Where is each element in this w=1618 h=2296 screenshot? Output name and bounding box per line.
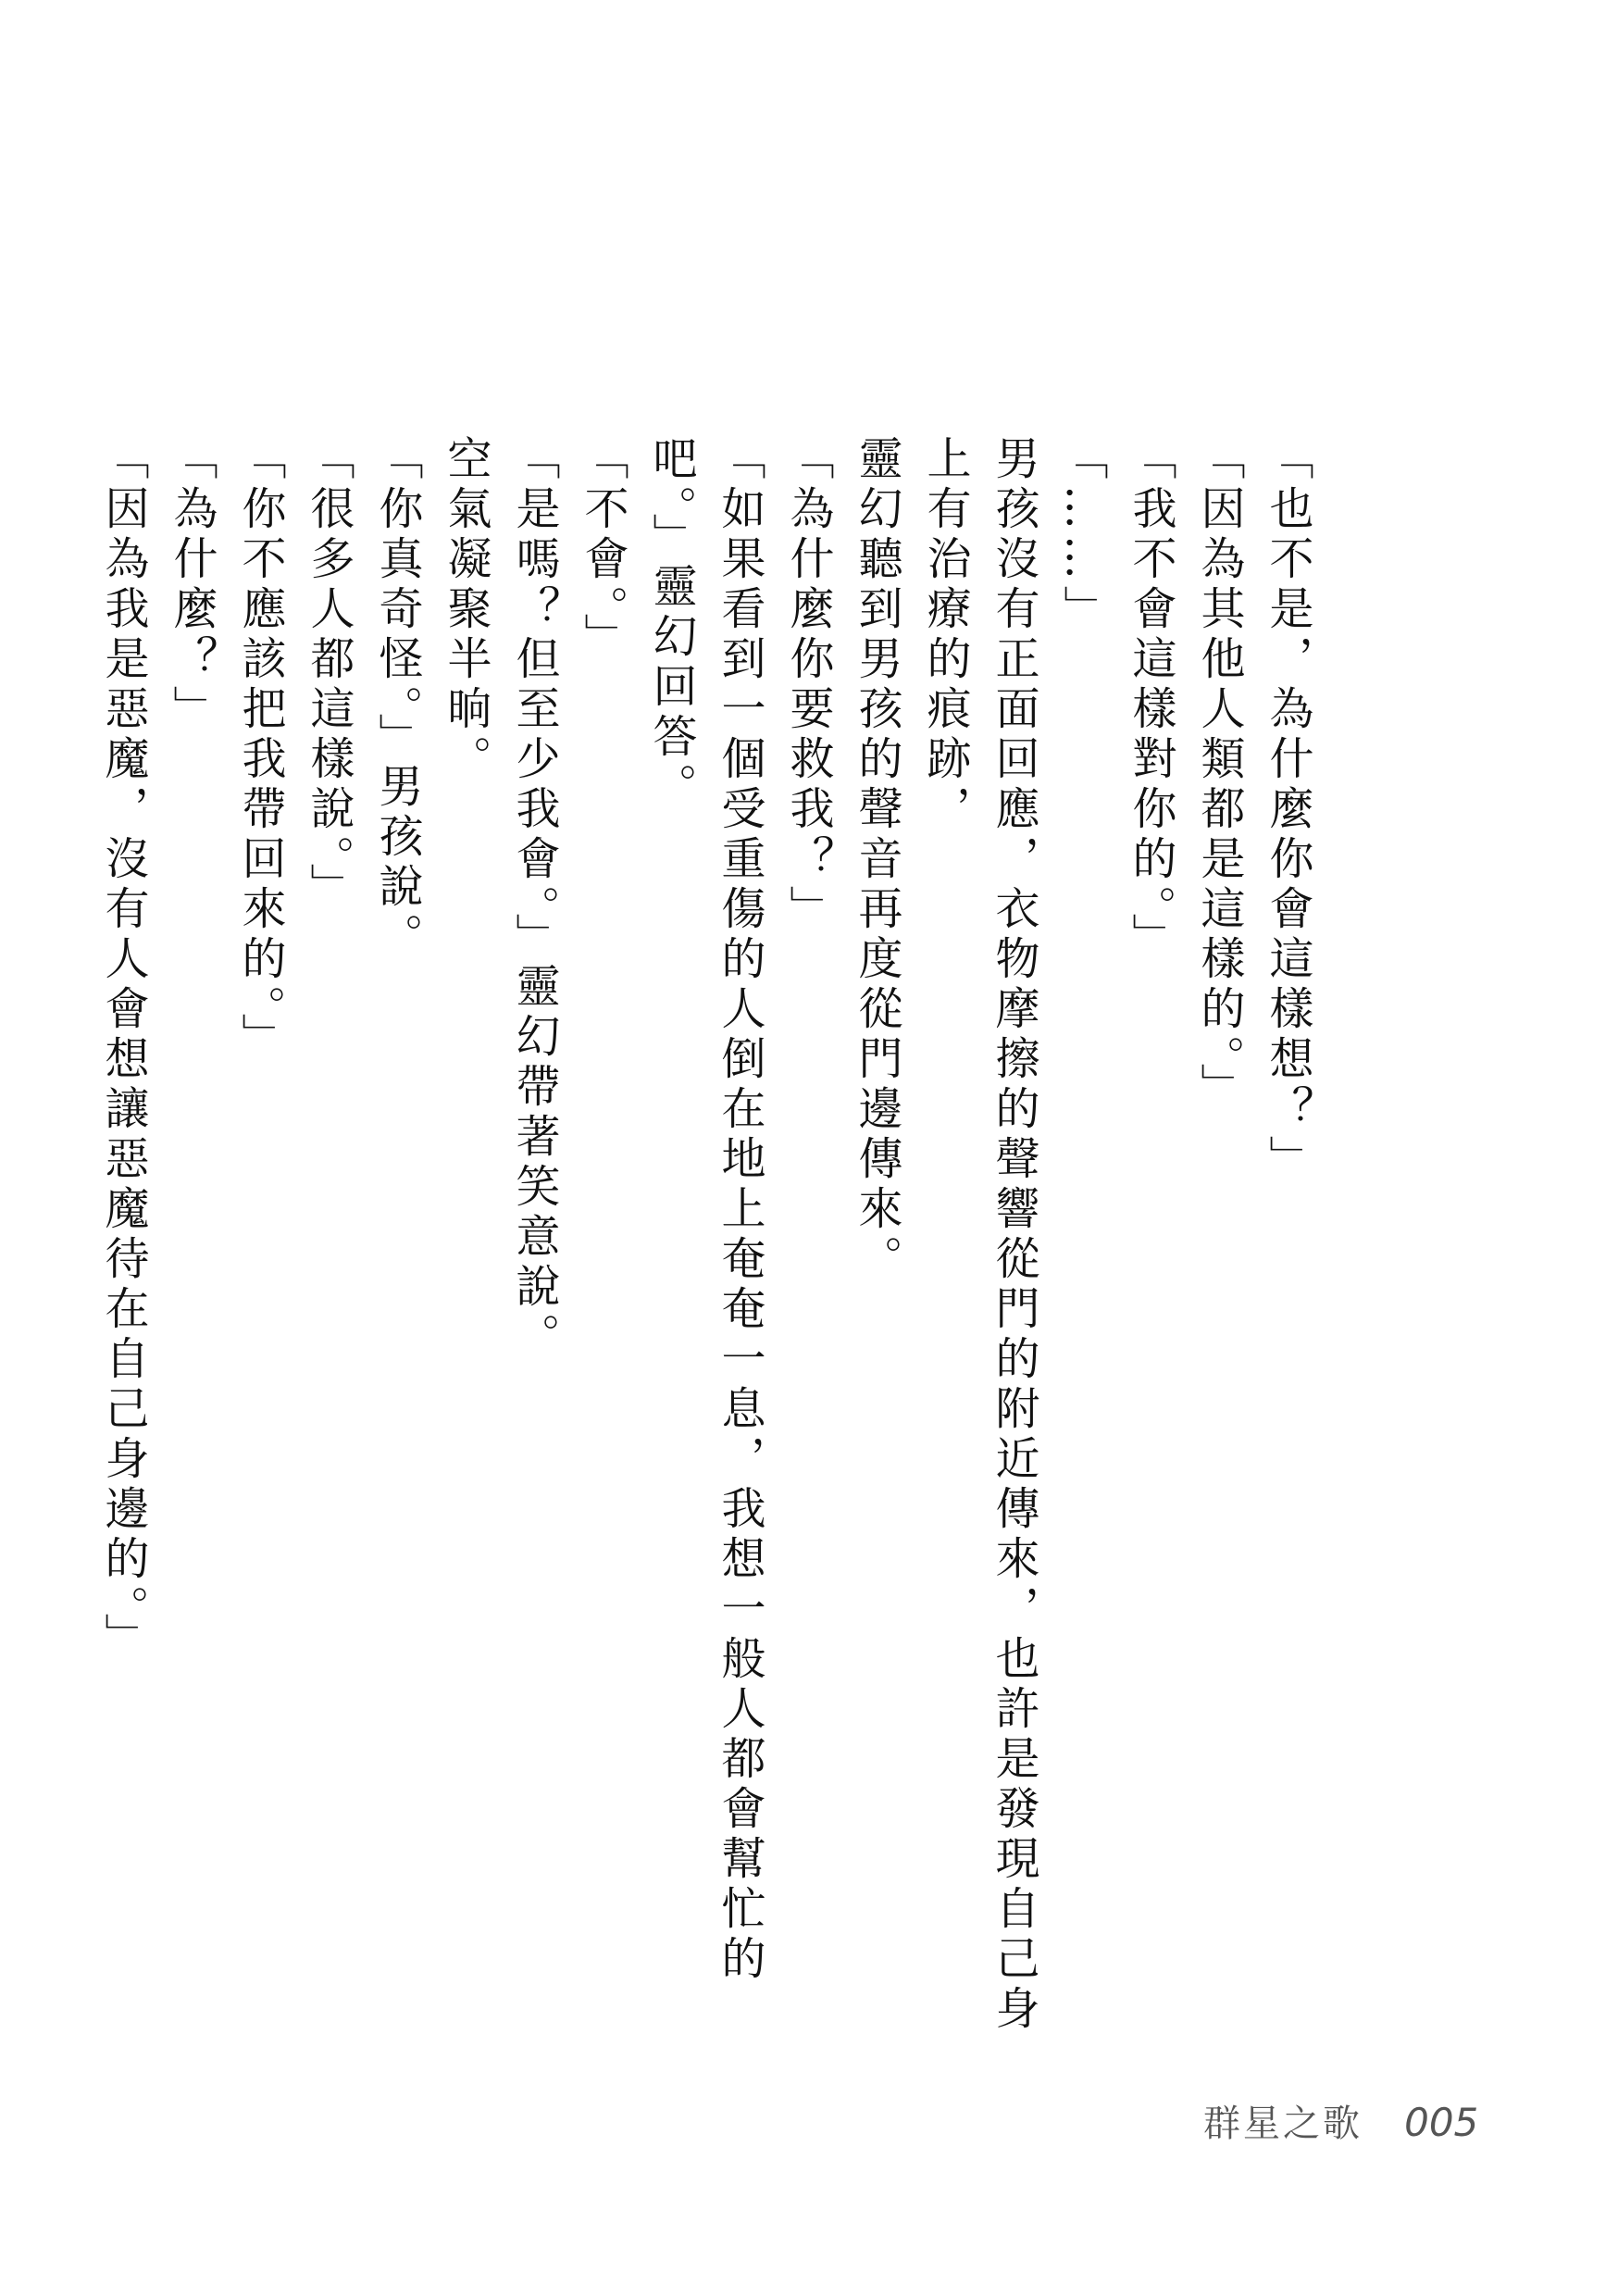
text-line: 「因為我是惡魔，沒有人會想讓惡魔待在自己身邊的。」 xyxy=(97,435,149,1663)
text-line: 「……」 xyxy=(1056,435,1108,635)
text-line: 「不會。」 xyxy=(577,435,629,663)
text-line: 「很多人都這樣說。」 xyxy=(303,435,355,913)
text-line: 「因為其他人類都是這樣的。」 xyxy=(1193,435,1245,1113)
vertical-body-text xyxy=(89,435,1322,2046)
text-line: 「我不會這樣對你的。」 xyxy=(1125,435,1176,963)
page-number: 005 xyxy=(1404,2100,1479,2145)
book-title: 群星之歌 xyxy=(1203,2103,1363,2145)
text-line: 「如果看到一個受重傷的人倒在地上奄奄一息，我想一般人都會幫忙的吧。」靈幻回答。 xyxy=(645,435,765,1985)
text-line: 靈幻聽到男孩的聲音再度從門邊傳來。 xyxy=(851,435,902,1285)
text-line: 「為什麼你要救我？」 xyxy=(782,435,834,935)
text-line: 男孩沒有正面回應，衣物摩擦的聲響從門的附近傳來，也許是發現自己身上有治療的痕跡， xyxy=(919,435,1039,2035)
text-line: 空氣凝聚半晌。 xyxy=(440,435,492,785)
text-line: 「是嗎？但至少我會。」靈幻帶著笑意說。 xyxy=(508,435,560,1363)
text-line: 「你不應該把我帶回來的。」 xyxy=(234,435,286,1063)
text-line: 「也不是，為什麼你會這樣想？」 xyxy=(1262,435,1313,1185)
page-footer xyxy=(1203,2094,1478,2147)
text-line: 「你真奇怪。」男孩說。 xyxy=(371,435,423,963)
text-line: 「為什麼？」 xyxy=(166,435,218,735)
